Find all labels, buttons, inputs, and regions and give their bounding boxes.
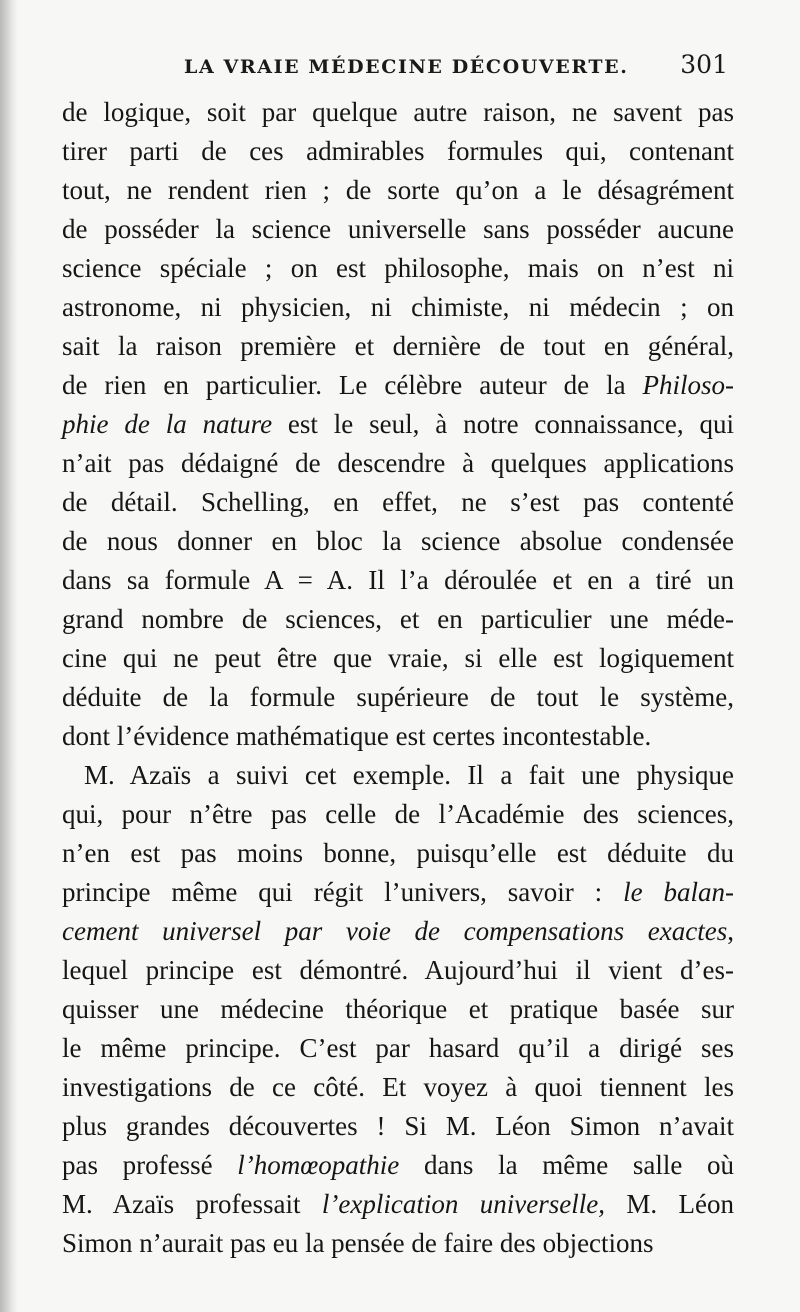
text-line [62, 912, 734, 951]
text-segment: de posséder la science universelle sans posséder aucune [62, 214, 734, 244]
text-segment: cine qui ne peut être que vraie, si elle est logiquement [62, 643, 734, 673]
italic-text: l’homœopathie [237, 1150, 400, 1180]
text-line [62, 171, 734, 210]
text-line [62, 483, 734, 522]
text-line [62, 93, 734, 132]
text-segment: plus grandes découvertes ! Si M. Léon Simon n’avait [62, 1111, 734, 1141]
italic-text: phie de la nature [62, 409, 273, 439]
text-line [62, 132, 734, 171]
running-title: LA VRAIE MÉDECINE DÉCOUVERTE. [184, 56, 629, 78]
text-segment: pas professé [62, 1150, 238, 1180]
text-segment: Simon n’aurait pas eu la pensée de faire des objections [62, 1228, 654, 1258]
text-line [62, 639, 734, 678]
text-segment: M. Azaïs professait [62, 1189, 322, 1219]
text-segment: lequel principe est démontré. Aujourd’hui il vient d’es- [62, 955, 734, 985]
text-segment: astronome, ni physicien, ni chimiste, ni médecin ; on [62, 292, 734, 322]
text-line [62, 951, 734, 990]
text-segment: de rien en particulier. Le célèbre auteur de la [62, 370, 643, 400]
text-segment: déduite de la formule supérieure de tout le système, [62, 682, 734, 712]
text-segment: grand nombre de sciences, et en particulier une méde- [62, 604, 734, 634]
text-line [62, 522, 734, 561]
text-line [62, 795, 734, 834]
text-line [62, 600, 734, 639]
page-number: 301 [680, 50, 728, 79]
text-segment: tirer parti de ces admirables formules qui, contenant [62, 136, 734, 166]
text-segment: qui, pour n’être pas celle de l’Académie des sciences, [62, 799, 734, 829]
text-segment: dont l’évidence mathématique est certes incontestable. [62, 721, 652, 751]
text-segment: de détail. Schelling, en effet, ne s’est pas contenté [62, 487, 734, 517]
text-line [62, 1185, 734, 1224]
text-segment: de nous donner en bloc la science absolue condensée [62, 526, 734, 556]
text-segment: M. Léon [604, 1189, 734, 1219]
text-segment: dans la même salle où [399, 1150, 734, 1180]
text-segment: principe même qui régit l’univers, savoir : [62, 877, 624, 907]
italic-text: le balan- [623, 877, 734, 907]
text-line [62, 1107, 734, 1146]
italic-text: l’explication universelle, [321, 1189, 605, 1219]
text-line [62, 1029, 734, 1068]
text-segment: tout, ne rendent rien ; de sorte qu’on a le désagrément [62, 175, 734, 205]
text-line [62, 561, 734, 600]
text-segment: quisser une médecine théorique et pratique basée sur [62, 994, 734, 1024]
text-segment: de logique, soit par quelque autre raison, ne savent pas [62, 97, 734, 127]
text-line [62, 327, 734, 366]
text-line [62, 288, 734, 327]
text-segment: dans sa formule A = A. Il l’a déroulée et en a tiré un [62, 565, 734, 595]
text-line [62, 444, 734, 483]
text-line [62, 1068, 734, 1107]
text-line [62, 873, 734, 912]
italic-text: Philoso- [642, 370, 734, 400]
text-line [62, 678, 734, 717]
body-text [62, 93, 734, 1263]
text-line [62, 756, 734, 795]
text-line [62, 990, 734, 1029]
text-line [62, 1224, 734, 1263]
text-segment: est le seul, à notre connaissance, qui [272, 409, 734, 439]
text-line [62, 834, 734, 873]
text-line [62, 366, 734, 405]
text-segment: investigations de ce côté. Et voyez à quoi tiennent les [62, 1072, 734, 1102]
running-header [60, 50, 740, 86]
text-line [62, 717, 734, 756]
italic-text: cement universel par voie de compensations exactes [62, 916, 728, 946]
text-segment: science spéciale ; on est philosophe, mais on n’est ni [62, 253, 734, 283]
text-line [62, 405, 734, 444]
text-segment: n’en est pas moins bonne, puisqu’elle est déduite du [62, 838, 734, 868]
text-segment: le même principe. C’est par hasard qu’il a dirigé ses [62, 1033, 734, 1063]
text-line [62, 249, 734, 288]
text-line [62, 210, 734, 249]
text-segment: sait la raison première et dernière de tout en général, [62, 331, 734, 361]
text-segment: M. Azaïs a suivi cet exemple. Il a fait une physique [84, 760, 734, 790]
text-segment: n’ait pas dédaigné de descendre à quelques applications [62, 448, 734, 478]
text-line [62, 1146, 734, 1185]
text-segment: , [727, 916, 734, 946]
page-gutter-shadow [0, 0, 18, 1312]
